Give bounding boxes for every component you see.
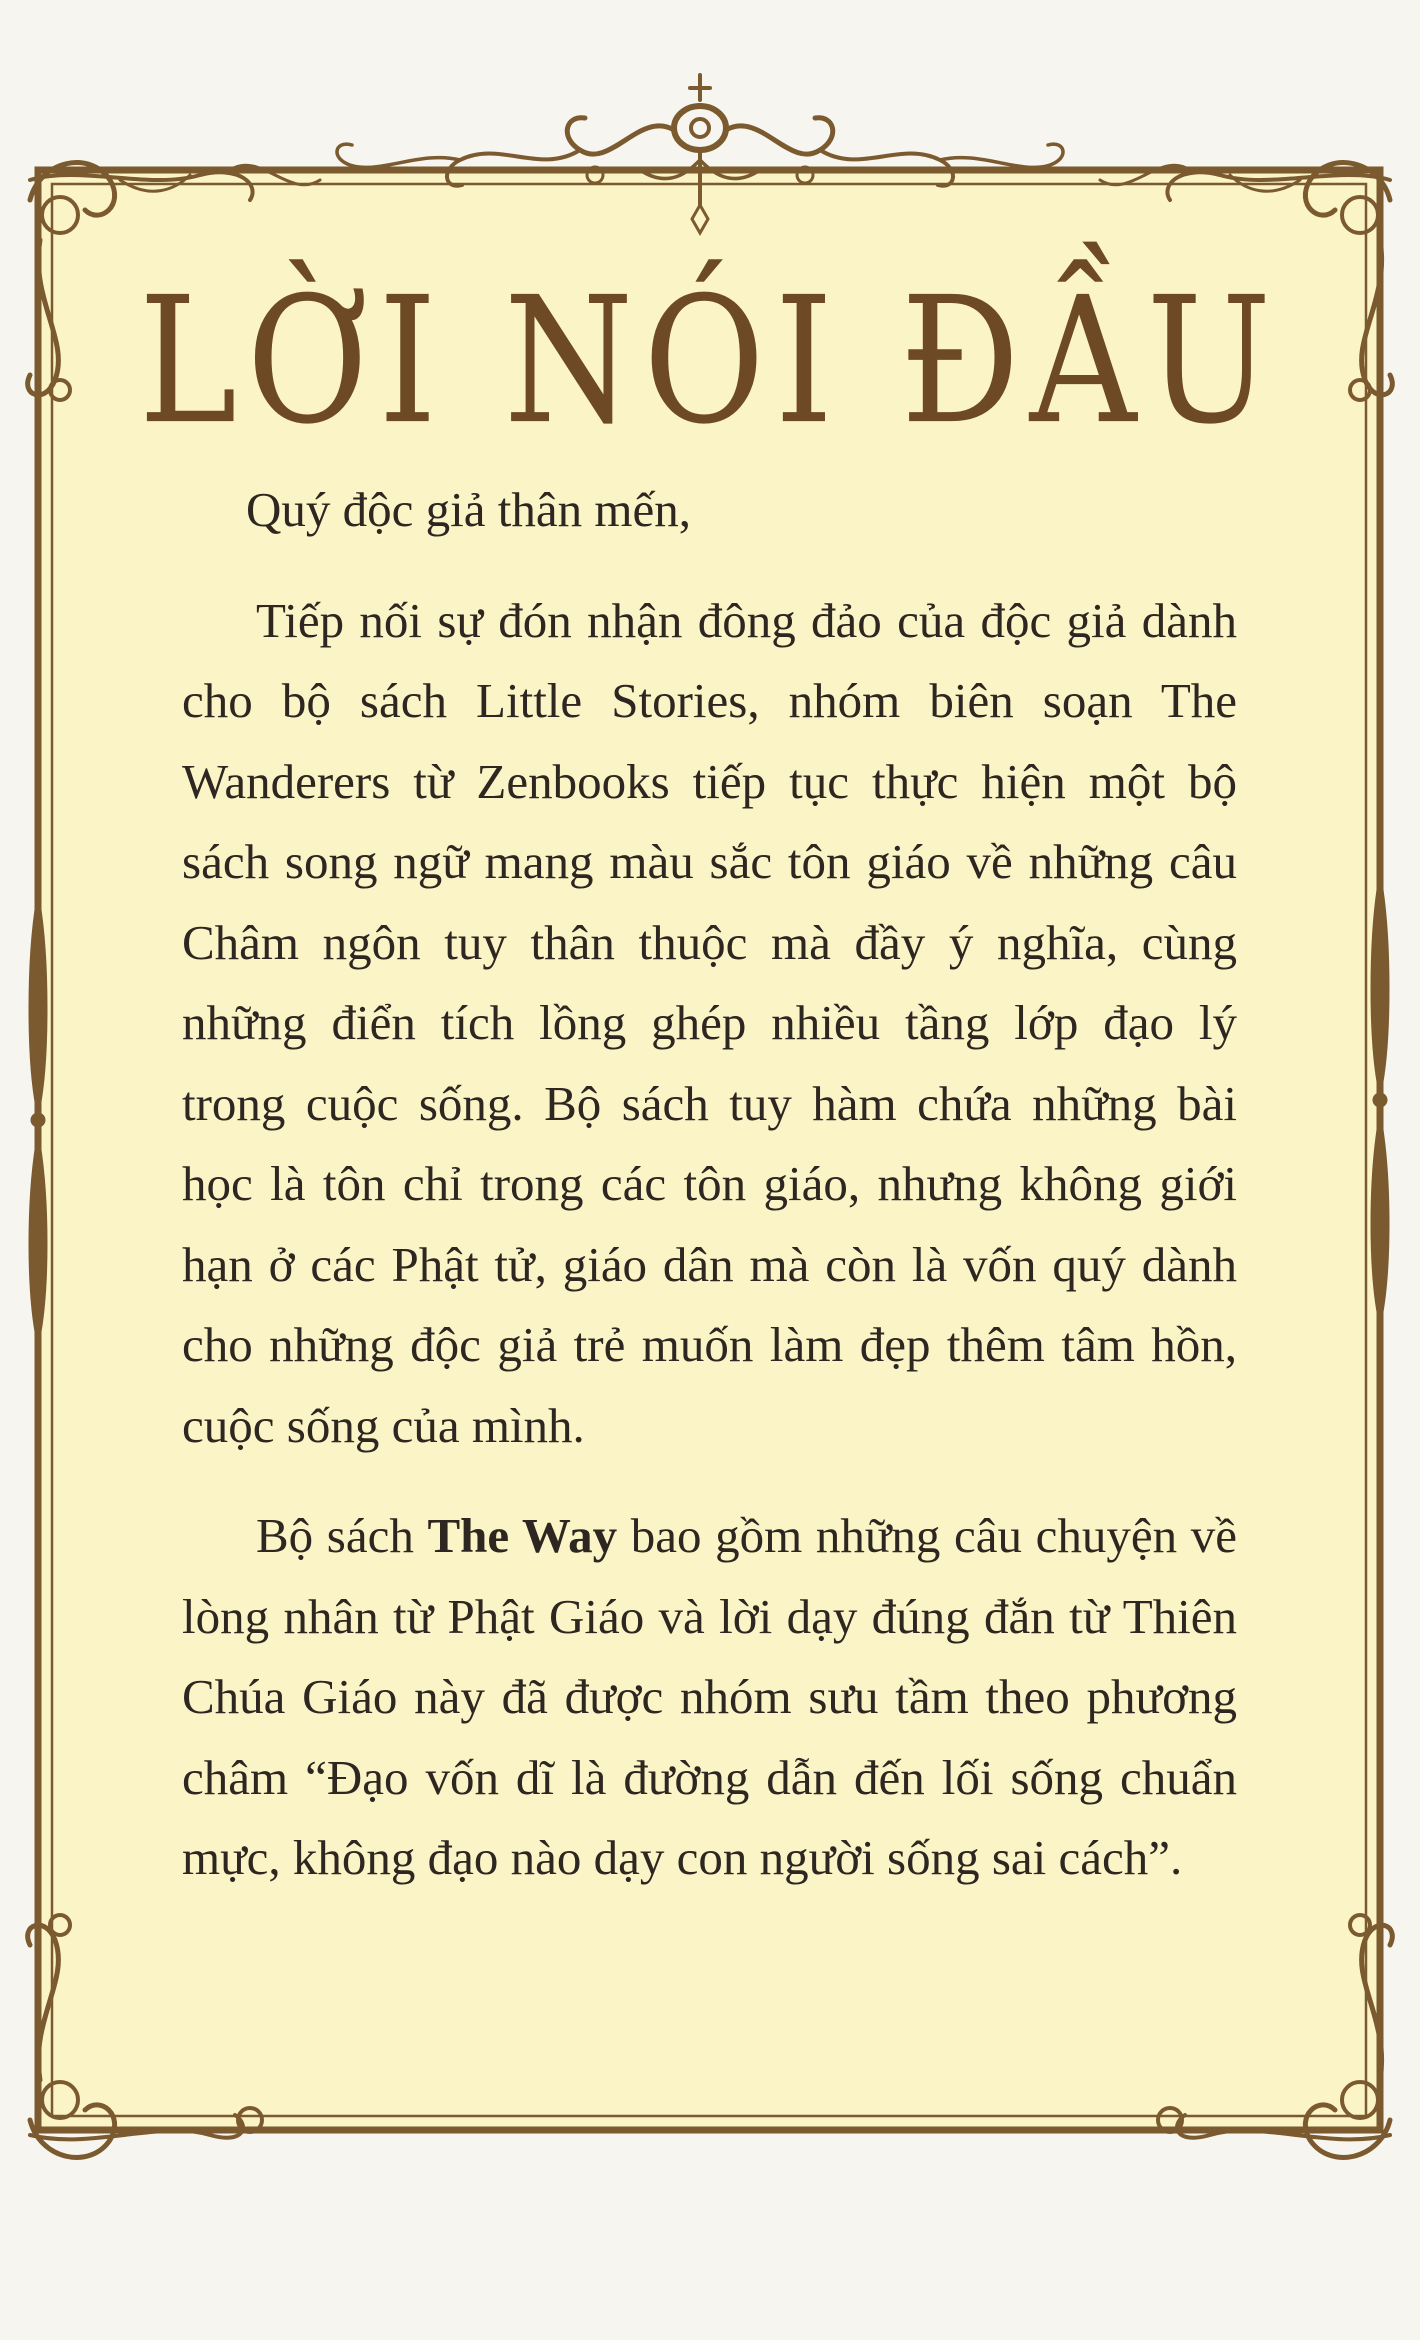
page-title: LỜI NÓI ĐẦU — [138, 259, 1282, 463]
corner-ornament-bottom-right — [1158, 1915, 1392, 2157]
body-text — [182, 470, 1237, 1929]
top-crest-ornament — [337, 75, 1063, 233]
side-ornament-left — [31, 900, 46, 1340]
paragraph-2 — [182, 1496, 1237, 1899]
paragraph-2-prefix: Bộ sách — [256, 1508, 428, 1563]
salutation: Quý độc giả thân mến, — [246, 482, 691, 537]
side-ornament-right — [1373, 880, 1388, 1320]
corner-ornament-bottom-left — [28, 1915, 262, 2157]
paragraph-1: Tiếp nối sự đón nhận đông đảo của độc giả dành cho bộ sách Little Stories, nhóm biên soạn The Wanderers từ Zenbooks tiếp tục thực hiện một bộ sách song ngữ mang màu sắc tôn giáo về những câu Châm ngôn tuy thân thuộc mà đầy ý nghĩa, cùng những điển tích lồng ghép nhiều tầng lớp đạo lý trong cuộc sống. Bộ sách tuy hàm chứa những bài học là tôn chỉ trong các tôn giáo, nhưng không giới hạn ở các Phật tử, giáo dân mà còn là vốn quý dành cho những độc giả trẻ muốn làm đẹp thêm tâm hồn, cuộc sống của mình. — [182, 592, 1237, 1453]
book-series-name: The Way — [427, 1508, 618, 1563]
paragraph-2-suffix: bao gồm những câu chuyện về lòng nhân từ Phật Giáo và lời dạy đúng đắn từ Thiên Chúa Giáo này đã được nhóm sưu tầm theo phương châm “Đạo vốn dĩ là đường dẫn đến lối sống chuẩn mực, không đạo nào dạy con người sống sai cách”. — [182, 1508, 1237, 1885]
